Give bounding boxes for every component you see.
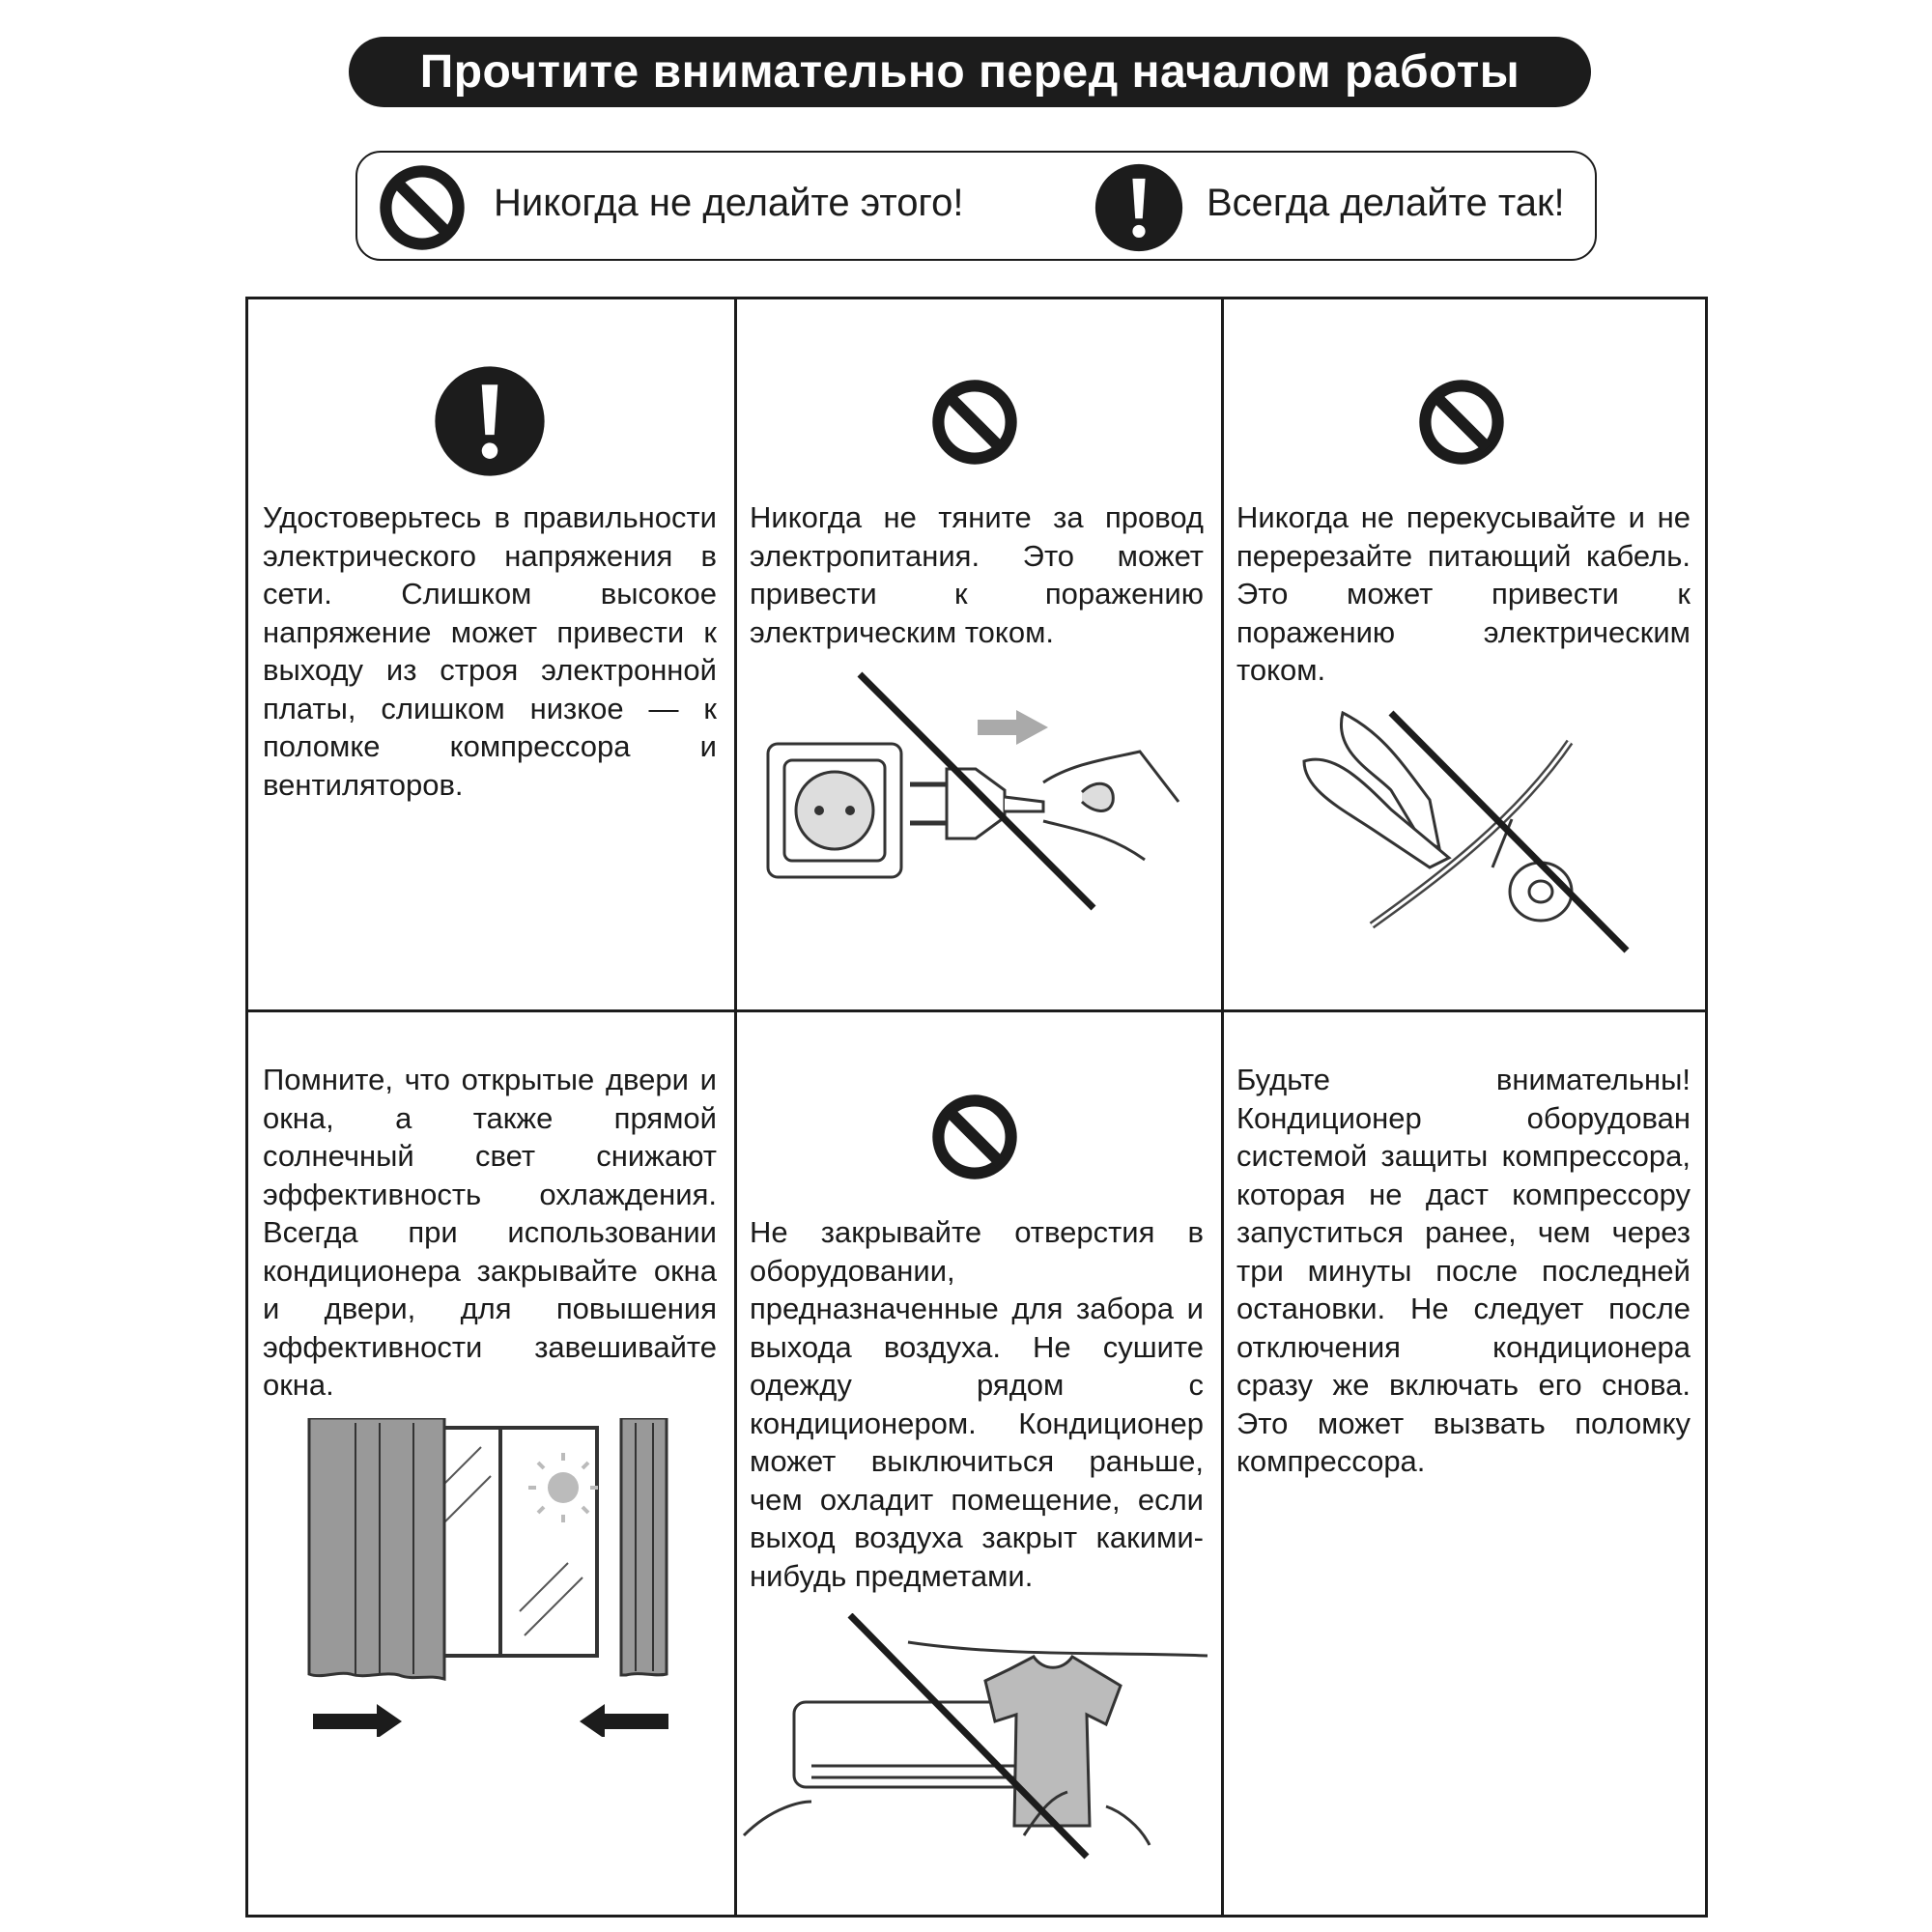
prohibition-icon [1416, 377, 1507, 468]
cell-text: Никогда не перекусывайте и не перерезайте питающий кабель. Это может привести к поражению электрическим током. [1236, 500, 1690, 687]
legend-never-label: Никогда не делайте этого! [494, 182, 964, 224]
legend-always-label: Всегда делайте так! [1207, 182, 1565, 224]
cell-text: Помните, что открытые двери и окна, а также прямой солнечный свет снижают эффективность охлаждения. Всегда при использовании кондиционера закрывайте окна и двери, для повышения эффективности завешивайте окна. [263, 1063, 717, 1402]
exclamation-icon [1094, 162, 1184, 253]
prohibition-icon [929, 1092, 1020, 1182]
prohibition-icon [929, 377, 1020, 468]
legend-box [355, 151, 1597, 261]
clothes-on-ac-illustration [734, 1613, 1217, 1874]
exclamation-icon [433, 364, 547, 478]
prohibition-icon [377, 162, 468, 253]
cell-text: Будьте внимательны! Кондиционер оборудован системой защиты компрессора, которая не даст компрессору запуститься ранее, чем через три минуты после последней остановки. Не следует после отключения кондиционера сразу же включать его снова. Это может вызвать поломку компрессора. [1236, 1063, 1690, 1478]
cable-cutting-illustration [1294, 703, 1633, 964]
grid-divider [1221, 299, 1224, 1915]
title-banner [349, 37, 1591, 107]
window-curtains-illustration [307, 1418, 674, 1737]
cell-text: Не закрывайте отверстия в оборудовании, предназначенные для забора и выхода воздуха. Не сушите одежду рядом с кондиционером. Кондиционер может выключиться раньше, чем охладит помещение, если выход воздуха закрыт какими-нибудь предметами. [750, 1215, 1204, 1593]
cell-text: Удостоверьтесь в правильности электрического напряжения в сети. Слишком высокое напряжение может привести к выходу из строя электронной платы, слишком низкое — к поломке компрессора и вентиляторов. [263, 500, 717, 802]
grid-divider [248, 1009, 1705, 1012]
page-title: Прочтите внимательно перед началом работы [419, 46, 1520, 98]
cell-text: Никогда не тяните за провод электропитания. Это может привести к поражению электрическим током. [750, 500, 1204, 649]
plug-pull-illustration [763, 667, 1208, 918]
